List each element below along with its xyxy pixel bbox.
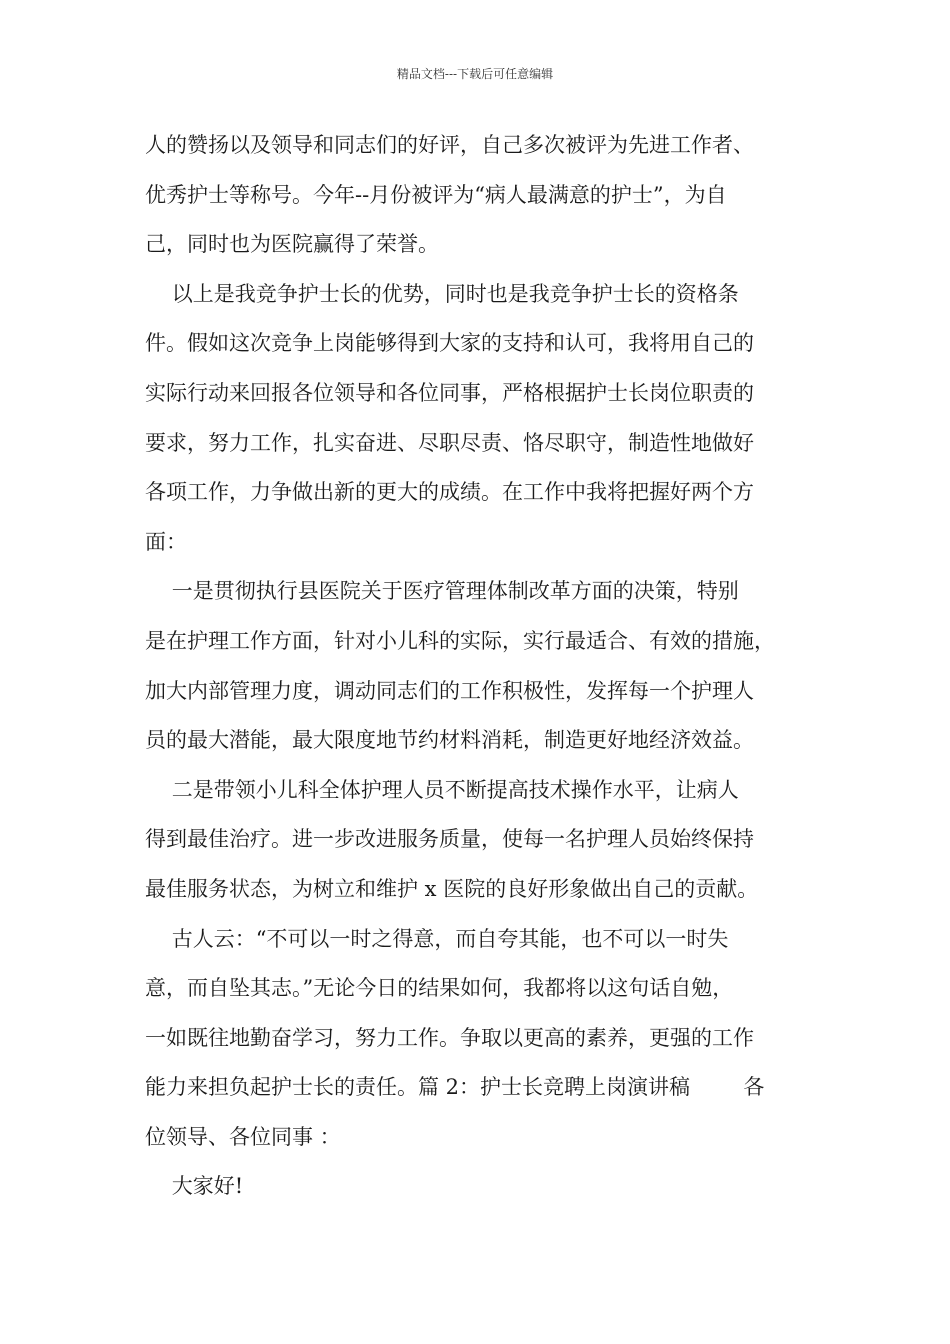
text-line: 一如既往地勤奋学习，努力工作。争取以更高的素养，更强的工作 xyxy=(145,1025,754,1050)
paragraph xyxy=(145,766,817,915)
document-body xyxy=(145,121,817,1212)
text-line: 优秀护士等称号。今年--月份被评为“病人最满意的护士”，为自 xyxy=(145,182,727,207)
paragraph xyxy=(145,567,817,765)
paragraph xyxy=(145,1162,817,1212)
page-header: 精品文档---下载后可任意编辑 xyxy=(396,67,554,81)
text-line: 得到最佳治疗。进一步改进服务质量，使每一名护理人员始终保持 xyxy=(145,827,754,852)
text-line: 面： xyxy=(145,529,187,554)
text-line: 意，而自坠其志。”无论今日的结果如何，我都将以这句话自勉， xyxy=(145,976,734,1001)
text-line: 一是贯彻执行县医院关于医疗管理体制改革方面的决策，特别 xyxy=(145,579,739,604)
text-line: 实际行动来回报各位领导和各位同事，严格根据护士长岗位职责的 xyxy=(145,380,754,405)
text-line: 要求，努力工作，扎实奋进、尽职尽责、恪尽职守，制造性地做好 xyxy=(145,430,754,455)
paragraph xyxy=(145,121,817,270)
text-line: 最佳服务状态，为树立和维护 x 医院的良好形象做出自己的贡献。 xyxy=(145,876,759,901)
text-line: 位领导、各位同事 ： xyxy=(145,1124,341,1149)
text-line: 人的赞扬以及领导和同志们的好评，自己多次被评为先进工作者、 xyxy=(145,133,754,157)
text-line: 大家好! xyxy=(145,1174,244,1199)
text-line: 能力来担负起护士长的责任。篇 2：护士长竞聘上岗演讲稿 各 xyxy=(145,1075,765,1100)
paragraph xyxy=(145,270,817,568)
paragraph xyxy=(145,915,817,1163)
text-line: 员的最大潜能，最大限度地节约材料消耗，制造更好地经济效益。 xyxy=(145,728,754,753)
text-line: 加大内部管理力度，调动同志们的工作积极性，发挥每一个护理人 xyxy=(145,678,754,703)
text-line: 件。假如这次竞争上岗能够得到大家的支持和认可，我将用自己的 xyxy=(145,331,754,356)
text-line: 二是带领小儿科全体护理人员不断提高技术操作水平，让病人 xyxy=(145,777,739,802)
text-line: 以上是我竞争护士长的优势，同时也是我竞争护士长的资格条 xyxy=(145,281,739,306)
text-line: 古人云：“不可以一时之得意，而自夸其能，也不可以一时失 xyxy=(145,926,729,951)
text-line: 各项工作，力争做出新的更大的成绩。在工作中我将把握好两个方 xyxy=(145,480,754,505)
text-line: 己，同时也为医院赢得了荣誉。 xyxy=(145,232,439,257)
text-line: 是在护理工作方面，针对小儿科的实际，实行最适合、有效的措施， xyxy=(145,628,775,653)
